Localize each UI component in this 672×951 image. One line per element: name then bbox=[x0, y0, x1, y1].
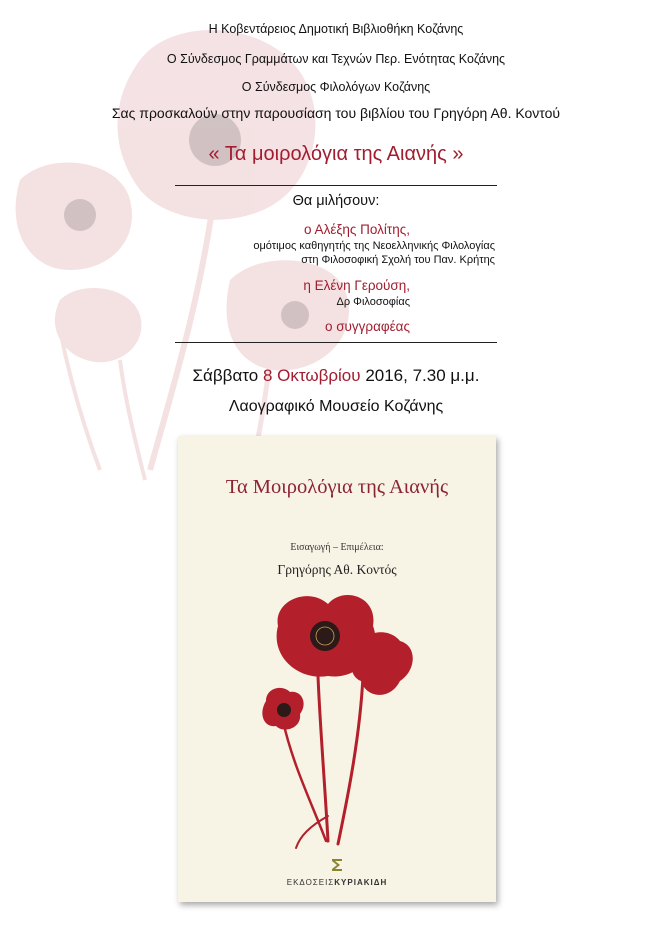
event-book-title: « Τα μοιρολόγια της Αιανής » bbox=[208, 143, 464, 165]
organizer-1: Η Κοβεντάρειος Δημοτική Βιβλιοθήκη Κοζάνης bbox=[208, 22, 464, 36]
book-cover-author: Γρηγόρης Αθ. Κοντός bbox=[277, 562, 397, 577]
publisher-name-a: ΕΚΔΟΣΕΙΣ bbox=[286, 878, 335, 887]
event-year-time: 2016, 7.30 μ.μ. bbox=[365, 366, 480, 385]
publisher-name bbox=[178, 878, 496, 887]
invitation-text: Σας προσκαλούν στην παρουσίαση του βιβλίου του Γρηγόρη Αθ. Κοντού bbox=[111, 105, 561, 121]
speaker-1-name: ο Αλέξης Πολίτης, bbox=[304, 222, 410, 237]
top-divider bbox=[175, 185, 497, 186]
book-cover-subtitle: Εισαγωγή – Επιμέλεια: bbox=[290, 542, 384, 553]
publisher-logo-icon bbox=[331, 858, 343, 872]
event-venue: Λαογραφικό Μουσείο Κοζάνης bbox=[228, 398, 444, 415]
publisher-name-b: ΚΥΡΙΑΚΙΔΗ bbox=[334, 878, 388, 887]
speaker-2-desc: Δρ Φιλοσοφίας bbox=[336, 296, 410, 308]
book-cover bbox=[178, 436, 496, 902]
event-date-highlight: 8 Οκτωβρίου bbox=[262, 366, 361, 385]
speaker-3-name: ο συγγραφέας bbox=[324, 319, 410, 334]
event-date bbox=[0, 366, 672, 386]
bottom-divider bbox=[175, 342, 497, 343]
speaker-2-name: η Ελένη Γερούση, bbox=[303, 278, 410, 293]
book-cover-title: Τα Μοιρολόγια της Αιανής bbox=[225, 476, 449, 498]
speakers-heading: Θα μιλήσουν: bbox=[292, 193, 380, 209]
organizer-3: Ο Σύνδεσμος Φιλολόγων Κοζάνης bbox=[241, 80, 431, 94]
speaker-1-desc-1: ομότιμος καθηγητής της Νεοελληνικής Φιλολογίας bbox=[253, 240, 495, 252]
event-day: Σάββατο bbox=[192, 366, 259, 385]
poppies-illustration bbox=[178, 436, 496, 902]
speaker-1-desc-2: στη Φιλοσοφική Σχολή του Παν. Κρήτης bbox=[301, 254, 495, 266]
organizer-2: Ο Σύνδεσμος Γραμμάτων και Τεχνών Περ. Ενότητας Κοζάνης bbox=[166, 52, 506, 66]
